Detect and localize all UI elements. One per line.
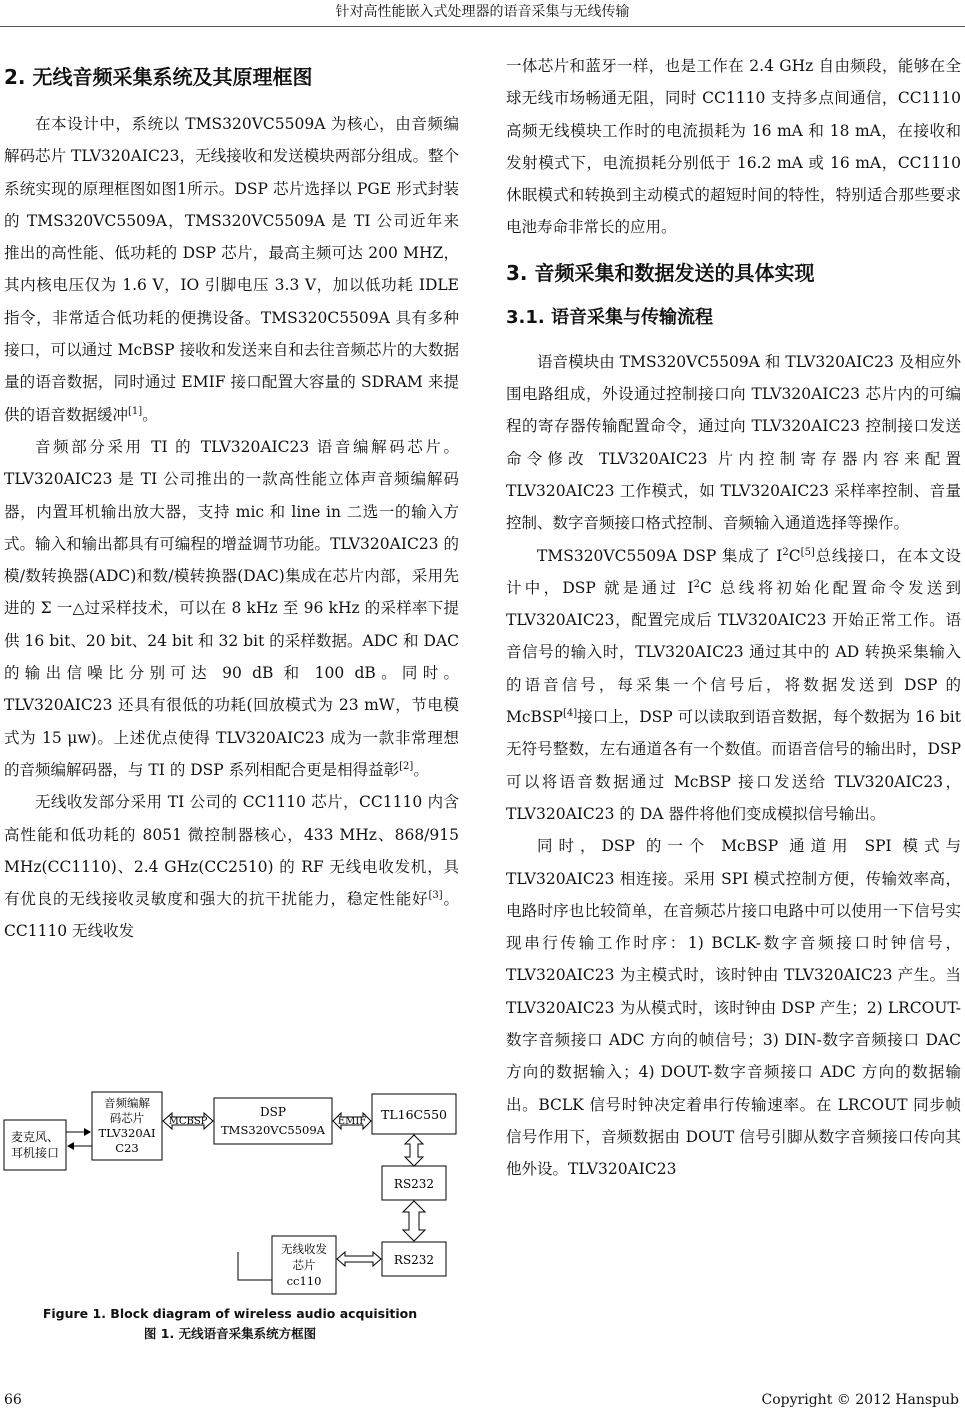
- block-mic: [4, 1120, 66, 1170]
- figure-caption-en: Figure 1. Block diagram of wireless audio acquisition: [42, 1306, 418, 1321]
- paragraph-continued: 一体芯片和蓝牙一样，也是工作在 2.4 GHz 自由频段，能够在全球无线市场畅通无阻，同时 CC1110 支持多点间通信，CC1110 高频无线模块工作时的电流损耗为 16 mA 和 18 mA，在接收和发射模式下，电流损耗分别低于 16.2 mA 或 16 mA，CC1110 休眠模式和转换到主动模式的超短时间的特性，特别适合那些要求电池寿命非常长的应用。: [506, 57, 961, 237]
- block-dsp: [214, 1098, 332, 1144]
- block-wireless: [272, 1236, 336, 1294]
- section-heading-3-1: 3.1. 语音采集与传输流程: [506, 306, 713, 328]
- reference-5[interactable]: [5]: [800, 546, 815, 558]
- paragraph-i2c: [506, 540, 961, 831]
- link-emif: [333, 1113, 371, 1129]
- paragraph-text: 在本设计中，系统以 TMS320VC5509A 为核心，由音频编解码芯片 TLV320AIC23，无线接收和发送模块两部分组成。整个系统实现的原理框图如图1所示。DSP 芯片选择以 PGE 形式封装的 TMS320VC5509A，TMS320VC5509A 是 TI 公司近年来推出的高性能、低功耗的 DSP 芯片，最高主频可达 200 MHZ，其内核电压仅为 1.6 V，IO 引脚电压 3.3 V，加以低功耗 IDLE 指令，非常适合低功耗的便携设备。TMS320C5509A 具有多种接口，可以通过 McBSP 接收和发送来自和去往音频芯片的大数据量的语音数据，同时通过 EMIF 接口配置大容量的 SDRAM 来提供的语音数据缓冲: [4, 115, 459, 424]
- paragraph-spi: 同时，DSP 的一个 McBSP 通道用 SPI 模式与 TLV320AIC23 相连接。采用 SPI 模式控制方便，传输效率高，电路时序也比较简单，在音频芯片接口电路中可以使用一下信号实现串行传输工作时序：1) BCLK-数字音频接口时钟信号，TLV320AIC23 为主模式时，该时钟由 TLV320AIC23 产生。当 TLV320AIC23 为从模式时，该时钟由 DSP 产生；2) LRCOUT-数字音频接口 ADC 方向的帧信号；3) DIN-数字音频接口 DAC 方向的数据输入；4) DOUT-数字音频接口 ADC 方向的数据输出。BCLK 信号时钟决定着串行传输速率。在 LRCOUT 同步帧信号作用下，音频数据由 DOUT 信号引脚从数字音频接口传向其他外设。TLV320AIC23: [506, 837, 961, 1179]
- figure-caption-zh: 图 1. 无线语音采集系统方框图: [143, 1326, 317, 1341]
- reference-3[interactable]: [3]: [428, 889, 443, 901]
- block-rs232-top: [382, 1166, 446, 1200]
- paragraph-text: 总线接口，在本文设计中，DSP 就是通过 I: [506, 546, 961, 597]
- block-codec-line3: TLV320AI: [98, 1126, 156, 1140]
- block-codec: [92, 1092, 162, 1160]
- block-diagram: [0, 1080, 460, 1298]
- paragraph-text: 接口上，DSP 可以读取到语音数据，每个数据为 16 bit 无符号整数，左右通道各有一个数值。而语音信号的输出时，DSP 可以将语音数据通过 McBSP 接口发送给 TLV320AIC23，TLV320AIC23 的 DA 器件将他们变成模拟信号输出。: [506, 708, 961, 823]
- link-emif-label: EMIF: [337, 1116, 367, 1127]
- block-rs232-bottom-label: RS232: [393, 1253, 435, 1267]
- paragraph-text: 。: [142, 405, 158, 424]
- block-dsp-line2: TMS320VC5509A: [221, 1123, 325, 1137]
- paragraph-system-overview: [4, 108, 459, 431]
- section-heading-2: 2. 无线音频采集系统及其原理框图: [4, 65, 313, 89]
- reference-2[interactable]: [2]: [399, 760, 414, 772]
- block-wireless-line1: 无线收发: [281, 1242, 327, 1256]
- block-rs232-top-label: RS232: [393, 1177, 435, 1191]
- paragraph-text: 音频部分采用 TI 的 TLV320AIC23 语音编解码芯片。TLV320AIC23 是 TI 公司推出的一款高性能立体声音频编解码器，内置耳机输出放大器，支持 mic 和 line in 二选一的输入方式。输入和输出都具有可编程的增益调节功能。TLV320AIC23 的模/数转换器(ADC)和数/模转换器(DAC)集成在芯片内部，采用先进的 Σ 一△过采样技术，可以在 8 kHz 至 96 kHz 的采样率下提供 16 bit、20 bit、24 bit 和 32 bit 的采样数据。ADC 和 DAC 的输出信噪比分别可达 90 dB 和 100 dB。同时。TLV320AIC23 还具有很低的功耗(回放模式为 23 mW，节电模式为 15 μw)。上述优点使得 TLV320AIC23 成为一款非常理想的音频编解码器，与 TI 的 DSP 系列相配合更是相得益彰: [4, 437, 459, 779]
- block-wireless-line3: cc110: [286, 1274, 322, 1288]
- antenna-line: [238, 1252, 272, 1280]
- paragraph-text: 。CC1110 无线收发: [4, 890, 459, 941]
- superscript: 2: [693, 578, 700, 590]
- block-mic-line1: 麦克风、: [10, 1130, 60, 1144]
- paragraph-text: C 总线将初始化配置命令发送到 TLV320AIC23，配置完成后 TLV320AIC23 开始正常工作。语音信号的输入时，TLV320AIC23 通过其中的 AD 转换采集输入的语音信号，每采集一个信号后，将数据发送到 DSP 的 McBSP: [506, 578, 961, 727]
- running-title: 针对高性能嵌入式处理器的语音采集与无线传输: [335, 4, 630, 20]
- running-header: [0, 0, 965, 27]
- right-column: [506, 50, 961, 1186]
- paragraph-text: 。: [413, 760, 429, 779]
- paragraph-audio-codec: [4, 431, 459, 786]
- paragraph-text: TMS320VC5509A DSP 集成了 I: [537, 546, 783, 565]
- arrow-tl16-rs232: [405, 1135, 423, 1166]
- block-codec-line4: C23: [115, 1141, 139, 1155]
- block-tl16c550: [372, 1094, 456, 1134]
- arrow-rs232-rs232: [403, 1201, 425, 1241]
- copyright: Copyright © 2012 Hanspub: [761, 1392, 959, 1408]
- paragraph-wireless: [4, 786, 459, 947]
- paragraph-voice-module: 语音模块由 TMS320VC5509A 和 TLV320AIC23 及相应外围电路组成，外设通过控制接口向 TLV320AIC23 芯片内的可编程的寄存器传输配置命令，通过向 TLV320AIC23 控制接口发送命令修改 TLV320AIC23 片内控制寄存器内容来配置 TLV320AIC23 工作模式，如 TLV320AIC23 采样率控制、音量控制、数字音频接口格式控制、音频输入通道选择等操作。: [506, 352, 961, 533]
- figure-block-diagram: [0, 1080, 460, 1298]
- block-mic-line2: 耳机接口: [10, 1146, 60, 1160]
- paragraph-text: C: [788, 546, 801, 565]
- link-mcbsp-label: MCBSP: [168, 1116, 208, 1127]
- block-dsp-line1: DSP: [260, 1105, 286, 1119]
- superscript: 2: [782, 546, 789, 558]
- page-number: 66: [4, 1392, 22, 1408]
- block-rs232-bottom: [382, 1242, 446, 1276]
- paragraph-text: 无线收发部分采用 TI 公司的 CC1110 芯片，CC1110 内含高性能和低功耗的 8051 微控制器核心，433 MHz、868/915 MHz(CC1110)、2.4 GHz(CC2510) 的 RF 无线电收发机，具有优良的无线接收灵敏度和强大的抗干扰能力，稳定性能好: [4, 793, 459, 909]
- block-wireless-line2: 芯片: [292, 1258, 316, 1272]
- arrow-wireless-rs232: [337, 1252, 381, 1266]
- block-tl16c550-label: TL16C550: [381, 1107, 447, 1122]
- link-mcbsp: [163, 1113, 213, 1129]
- reference-1[interactable]: [1]: [128, 405, 143, 417]
- reference-4[interactable]: [4]: [563, 707, 578, 719]
- section-heading-3: 3. 音频采集和数据发送的具体实现: [506, 260, 815, 285]
- block-codec-line2: 码芯片: [109, 1111, 145, 1125]
- block-codec-line1: 音频编解: [104, 1096, 150, 1110]
- left-column: [4, 50, 459, 948]
